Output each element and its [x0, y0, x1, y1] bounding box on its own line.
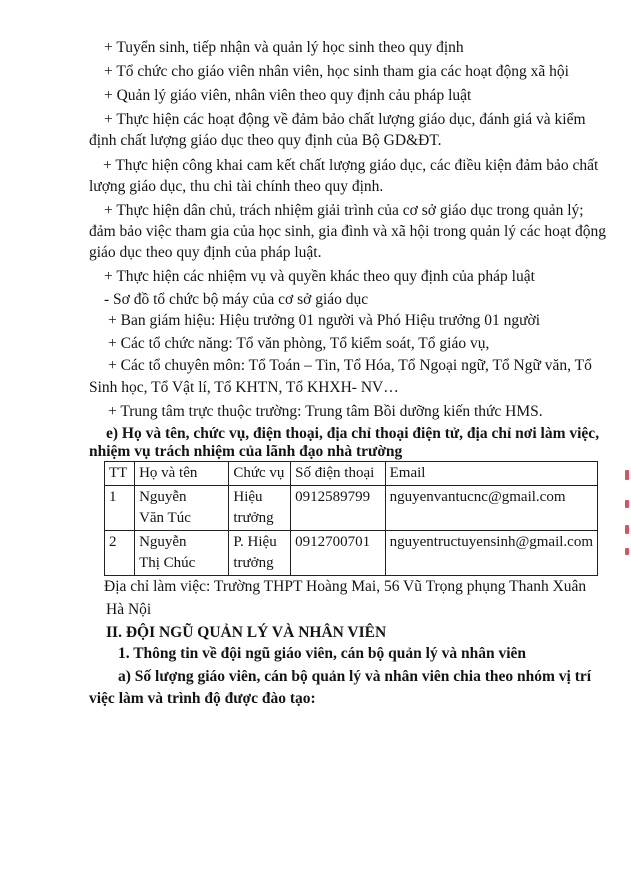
section-ii-subheading-a: a) Số lượng giáo viên, cán bộ quản lý và nhân viên chia theo nhóm vị trí	[118, 668, 592, 685]
paragraph-public-commitment: + Thực hiện công khai cam kết chất lượng giáo dục, các điều kiện đảm bảo chất	[103, 157, 599, 174]
header-email: Email	[385, 462, 597, 486]
paragraph-subject-groups: + Các tổ chuyên môn: Tổ Toán – Tin, Tổ Hóa, Tổ Ngoại ngữ, Tổ Ngữ văn, Tổ	[108, 357, 592, 374]
red-stamp-edge-mark	[625, 525, 629, 534]
header-role: Chức vụ	[229, 462, 291, 486]
paragraph-democracy: + Thực hiện dân chủ, trách nhiệm giải trình của cơ sở giáo dục trong quản lý;	[104, 202, 584, 219]
paragraph-quality-assurance-cont: định chất lượng giáo dục theo quy định của Bộ GD&ĐT.	[89, 132, 442, 149]
header-phone: Số điện thoại	[291, 462, 386, 486]
cell-tt: 1	[105, 486, 135, 531]
paragraph-admission: + Tuyển sinh, tiếp nhận và quản lý học sinh theo quy định	[104, 39, 464, 56]
cell-phone: 0912700701	[291, 531, 386, 576]
cell-email: nguyenvantucnc@gmail.com	[385, 486, 597, 531]
paragraph-training-center: + Trung tâm trực thuộc trường: Trung tâm Bồi dưỡng kiến thức HMS.	[108, 403, 543, 420]
paragraph-staff-management: + Quản lý giáo viên, nhân viên theo quy định cảu pháp luật	[104, 87, 472, 104]
paragraph-subject-groups-cont: Sinh học, Tổ Vật lí, Tổ KHTN, Tổ KHXH- NV…	[89, 379, 399, 396]
paragraph-democracy-cont-2: giáo dục theo quy định của pháp luật.	[89, 244, 322, 261]
cell-name	[135, 486, 229, 531]
cell-tt: 2	[105, 531, 135, 576]
name-line: Văn Túc	[139, 510, 191, 526]
paragraph-other-duties: + Thực hiện các nhiệm vụ và quyền khác theo quy định của pháp luật	[104, 268, 535, 285]
red-stamp-edge-mark	[625, 470, 629, 480]
paragraph-public-commitment-cont: lượng giáo dục, thu chi tài chính theo quy định.	[89, 178, 384, 195]
cell-role	[229, 531, 291, 576]
red-stamp-edge-mark	[625, 548, 629, 555]
paragraph-social-activities: + Tổ chức cho giáo viên nhân viên, học sinh tham gia các hoạt động xã hội	[104, 63, 569, 80]
paragraph-functional-groups: + Các tổ chức năng: Tổ văn phòng, Tổ kiểm soát, Tổ giáo vụ,	[108, 335, 490, 352]
paragraph-quality-assurance: + Thực hiện các hoạt động về đảm bảo chất lượng giáo dục, đánh giá và kiểm	[104, 111, 586, 128]
role-line: P. Hiệu	[233, 534, 277, 550]
name-line: Nguyễn	[139, 534, 187, 550]
cell-email: nguyentructuyensinh@gmail.com	[385, 531, 597, 576]
section-e-heading-cont: nhiệm vụ trách nhiệm của lãnh đạo nhà trường	[89, 443, 403, 460]
paragraph-org-chart: - Sơ đồ tổ chức bộ máy của cơ sở giáo dục	[104, 291, 369, 308]
table-row	[105, 486, 598, 531]
table-header-row	[105, 462, 598, 486]
paragraph-democracy-cont-1: đảm bảo việc tham gia của học sinh, gia đình và xã hội trong quản lý các hoạt động	[89, 223, 606, 240]
leadership-table	[104, 461, 598, 576]
role-line: Hiệu	[233, 489, 263, 505]
cell-name	[135, 531, 229, 576]
role-line: trưởng	[233, 510, 274, 526]
work-address-cont: Hà Nội	[106, 601, 152, 618]
section-ii-heading: II. ĐỘI NGŨ QUẢN LÝ VÀ NHÂN VIÊN	[106, 624, 387, 641]
paragraph-board: + Ban giám hiệu: Hiệu trưởng 01 người và Phó Hiệu trưởng 01 người	[108, 312, 541, 329]
cell-role	[229, 486, 291, 531]
section-ii-subheading-a-cont: việc làm và trình độ được đào tạo:	[89, 690, 316, 707]
cell-phone: 0912589799	[291, 486, 386, 531]
header-tt: TT	[105, 462, 135, 486]
role-line: trưởng	[233, 555, 274, 571]
red-stamp-edge-mark	[625, 500, 629, 508]
name-line: Nguyễn	[139, 489, 187, 505]
header-name: Họ và tên	[135, 462, 229, 486]
table-row	[105, 531, 598, 576]
section-ii-subheading-1: 1. Thông tin về đội ngũ giáo viên, cán bộ quản lý và nhân viên	[118, 645, 527, 662]
section-e-heading: e) Họ và tên, chức vụ, điện thoại, địa chỉ thoại điện tử, địa chỉ nơi làm việc,	[106, 425, 600, 442]
name-line: Thị Chúc	[139, 555, 196, 571]
work-address: Địa chỉ làm việc: Trường THPT Hoàng Mai, 56 Vũ Trọng phụng Thanh Xuân	[104, 578, 587, 595]
